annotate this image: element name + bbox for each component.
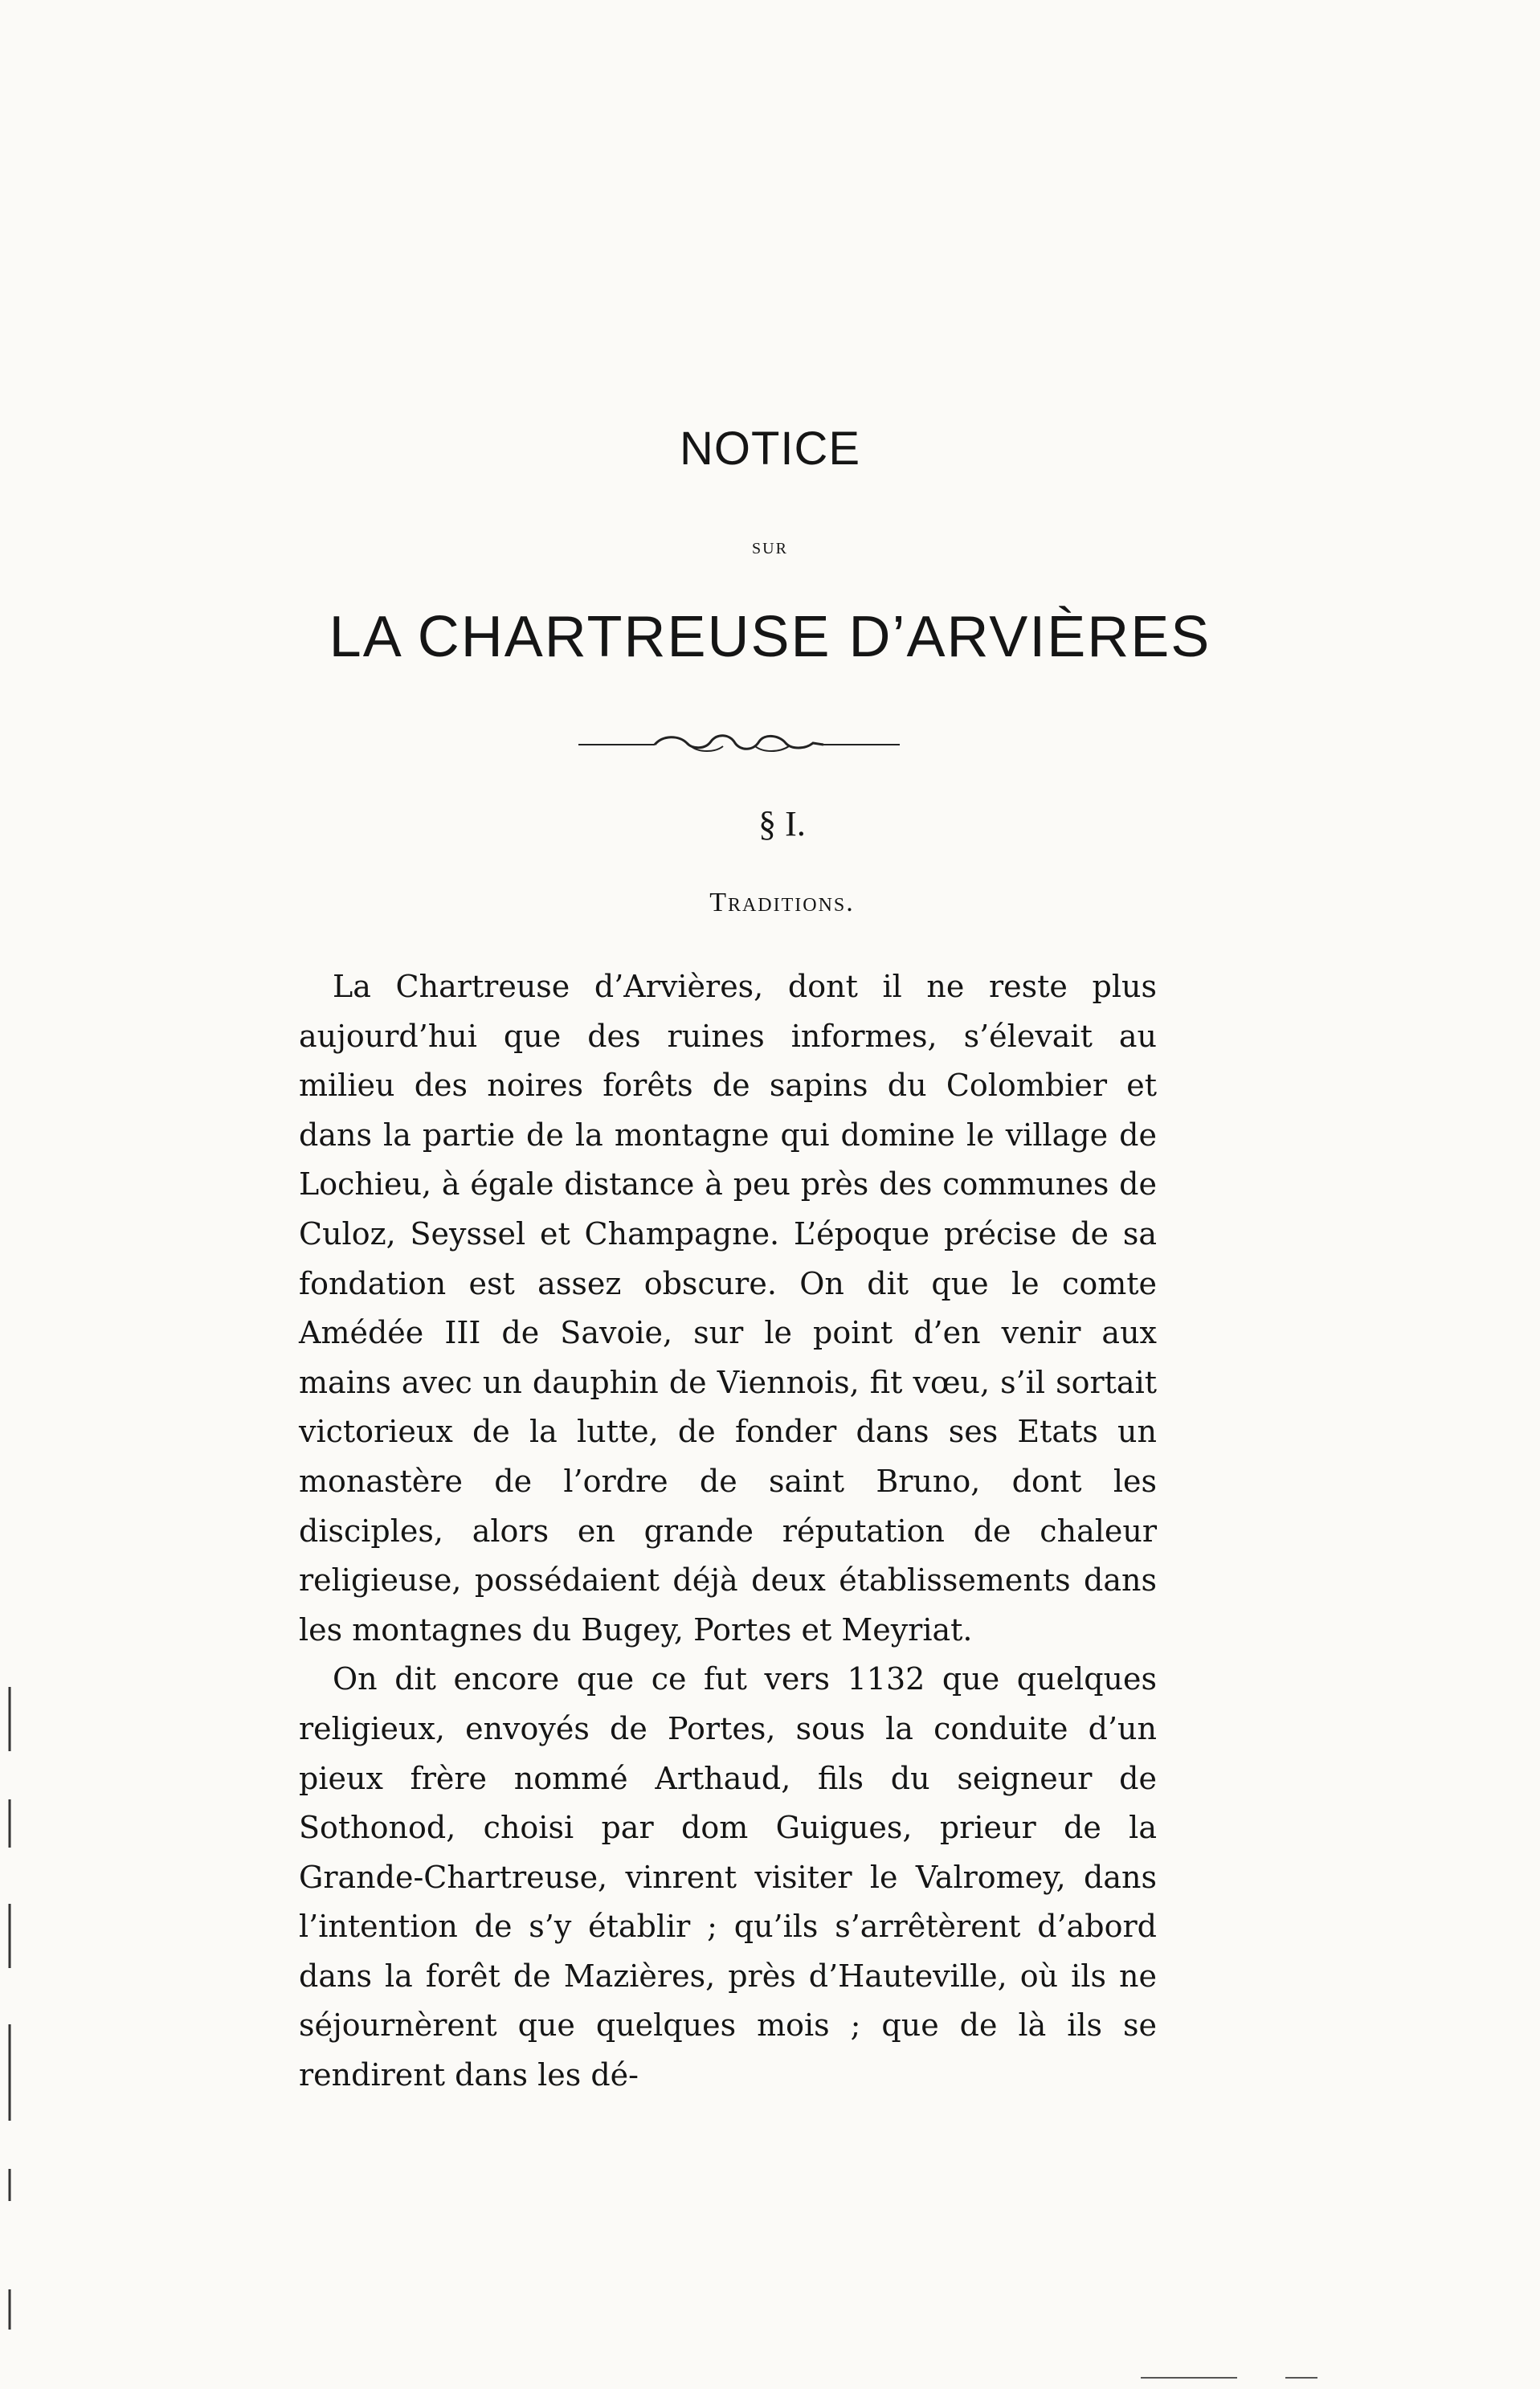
section-heading: Traditions. — [709, 888, 855, 917]
paragraph: On dit encore que ce fut vers 1132 que quelques religieux, envoyés de Portes, sous la conduite d’un pieux frère nommé Arthaud, fils du seigneur de Sothonod, choisi par dom Guigues, prieur de la Grande-Chartreuse, vinrent visiter le Valromey, dans l’intention de s’y établir ; qu’ils s’arrêtèrent d’abord dans la forêt de Mazières, près d’Hauteville, où ils ne séjournèrent que quelques mois ; que de là ils se rendirent dans les dé- — [299, 1661, 1157, 2093]
section-number: § I. — [758, 804, 806, 843]
sur-word: SUR — [752, 540, 788, 557]
notice-title: NOTICE — [679, 423, 861, 475]
body-text — [299, 962, 1157, 2101]
ornament-divider — [578, 727, 900, 759]
chartreuse-title: LA CHARTREUSE D’ARVIÈRES — [329, 605, 1211, 669]
paragraph: La Chartreuse d’Arvières, dont il ne reste plus aujourd’hui que des ruines informes, s’élevait au milieu des noires forêts de sapins du Colombier et dans la partie de la montagne qui domine le village de Lochieu, à égale distance à peu près des communes de Culoz, Seyssel et Champagne. L’époque précise de sa fondation est assez obscure. On dit que le comte Amédée III de Savoie, sur le point d’en venir aux mains avec un dauphin de Viennois, fit vœu, s’il sortait victorieux de la lutte, de fonder dans ses Etats un monastère de l’ordre de saint Bruno, dont les disciples, alors en grande réputation de chaleur religieuse, possédaient déjà deux établissements dans les montagnes du Bugey, Portes et Meyriat. — [299, 969, 1157, 1648]
